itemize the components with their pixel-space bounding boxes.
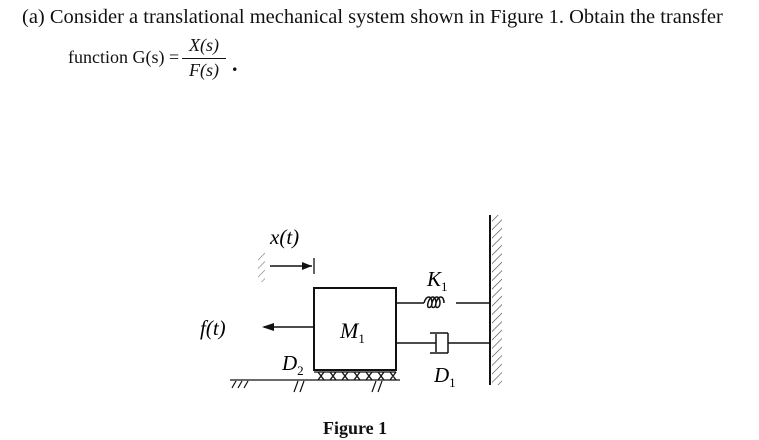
friction-surface-d2 [230,372,400,380]
svg-text:M1 [339,318,365,346]
svg-text:D2 [281,351,304,378]
damper-d1 [396,333,490,353]
force-arrow [262,323,314,331]
sentence-period: . [232,51,238,76]
right-wall [490,215,502,385]
damper-right-label: D [434,363,450,387]
spring-label: K [427,267,442,291]
fraction-numerator: X(s) [189,35,219,55]
displacement-arrow [270,258,314,274]
ground-hatching [232,381,382,392]
damper-right-subscript: 1 [449,375,456,390]
spring-subscript: 1 [441,279,448,294]
mass-label: M [340,318,359,343]
mass-subscript: 1 [358,331,365,346]
fraction-denominator: F(s) [189,60,219,80]
damper-bottom-subscript: 2 [297,363,304,378]
displacement-label: x(t) [270,225,300,249]
damper-bottom-label: D [282,351,298,375]
svg-text:K1 [426,267,448,294]
spring-k1 [396,297,490,308]
displacement-reference-ground [258,252,265,282]
figure-caption: Figure 1 [323,418,388,438]
question-line-1: (a) Consider a translational mechanical system shown in Figure 1. Obtain the transfer [22,6,723,28]
force-label: f(t) [200,316,226,340]
transfer-function-label: function G(s) = [68,47,180,67]
svg-text:D1 [433,363,456,390]
